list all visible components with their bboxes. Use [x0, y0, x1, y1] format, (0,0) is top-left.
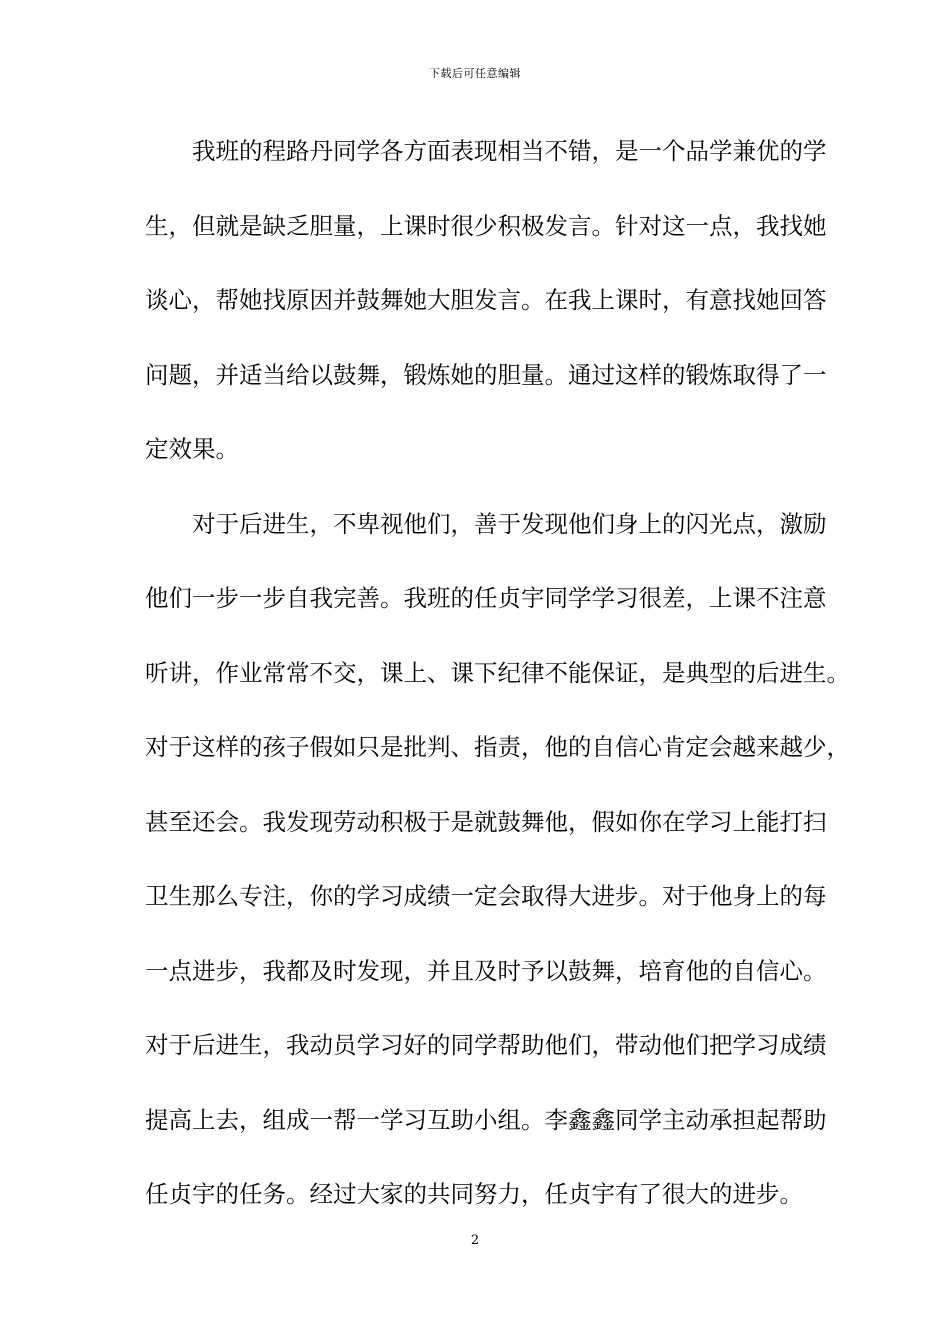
paragraph-2-line: 对于这样的孩子假如只是批判、指责，他的自信心肯定会越来越少， — [145, 733, 850, 761]
paragraph-2-line: 提高上去，组成一帮一学习互助小组。李鑫鑫同学主动承担起帮助 — [145, 1105, 827, 1134]
paragraph-1-line: 谈心，帮她找原因并鼓舞她大胆发言。在我上课时，有意找她回答 — [145, 286, 827, 314]
paragraph-1-line: 问题，并适当给以鼓舞，锻炼她的胆量。通过这样的锻炼取得了一 — [145, 360, 827, 389]
paragraph-2-line: 听讲，作业常常不交，课上、课下纪律不能保证，是典型的后进生。 — [145, 658, 850, 687]
paragraph-2-line: 对于后进生，我动员学习好的同学帮助他们，带动他们把学习成绩 — [145, 1031, 827, 1059]
paragraph-2-line: 卫生那么专注，你的学习成绩一定会取得大进步。对于他身上的每 — [145, 882, 827, 910]
page-header: 下载后可任意编辑 — [429, 67, 521, 80]
body-text — [145, 114, 850, 1232]
paragraph-1-line: 我班的程路丹同学各方面表现相当不错，是一个品学兼优的学 — [192, 137, 827, 165]
paragraph-2-line: 一点进步，我都及时发现，并且及时予以鼓舞，培育他的自信心。 — [145, 956, 827, 985]
paragraph-2-line: 任贞宇的任务。经过大家的共同努力，任贞宇有了很大的进步。 — [145, 1180, 803, 1208]
paragraph-2-line: 甚至还会。我发现劳动积极于是就鼓舞他，假如你在学习上能打扫 — [145, 807, 827, 836]
paragraph-1-line: 定效果。 — [145, 435, 239, 463]
paragraph-2-line: 对于后进生，不卑视他们，善于发现他们身上的闪光点，激励 — [192, 509, 827, 538]
paragraph-2-line: 他们一步一步自我完善。我班的任贞宇同学学习很差，上课不注意 — [145, 584, 827, 612]
page-number: 2 — [470, 1233, 480, 1248]
paragraph-1-line: 生，但就是缺乏胆量，上课时很少积极发言。针对这一点，我找她 — [145, 211, 827, 240]
